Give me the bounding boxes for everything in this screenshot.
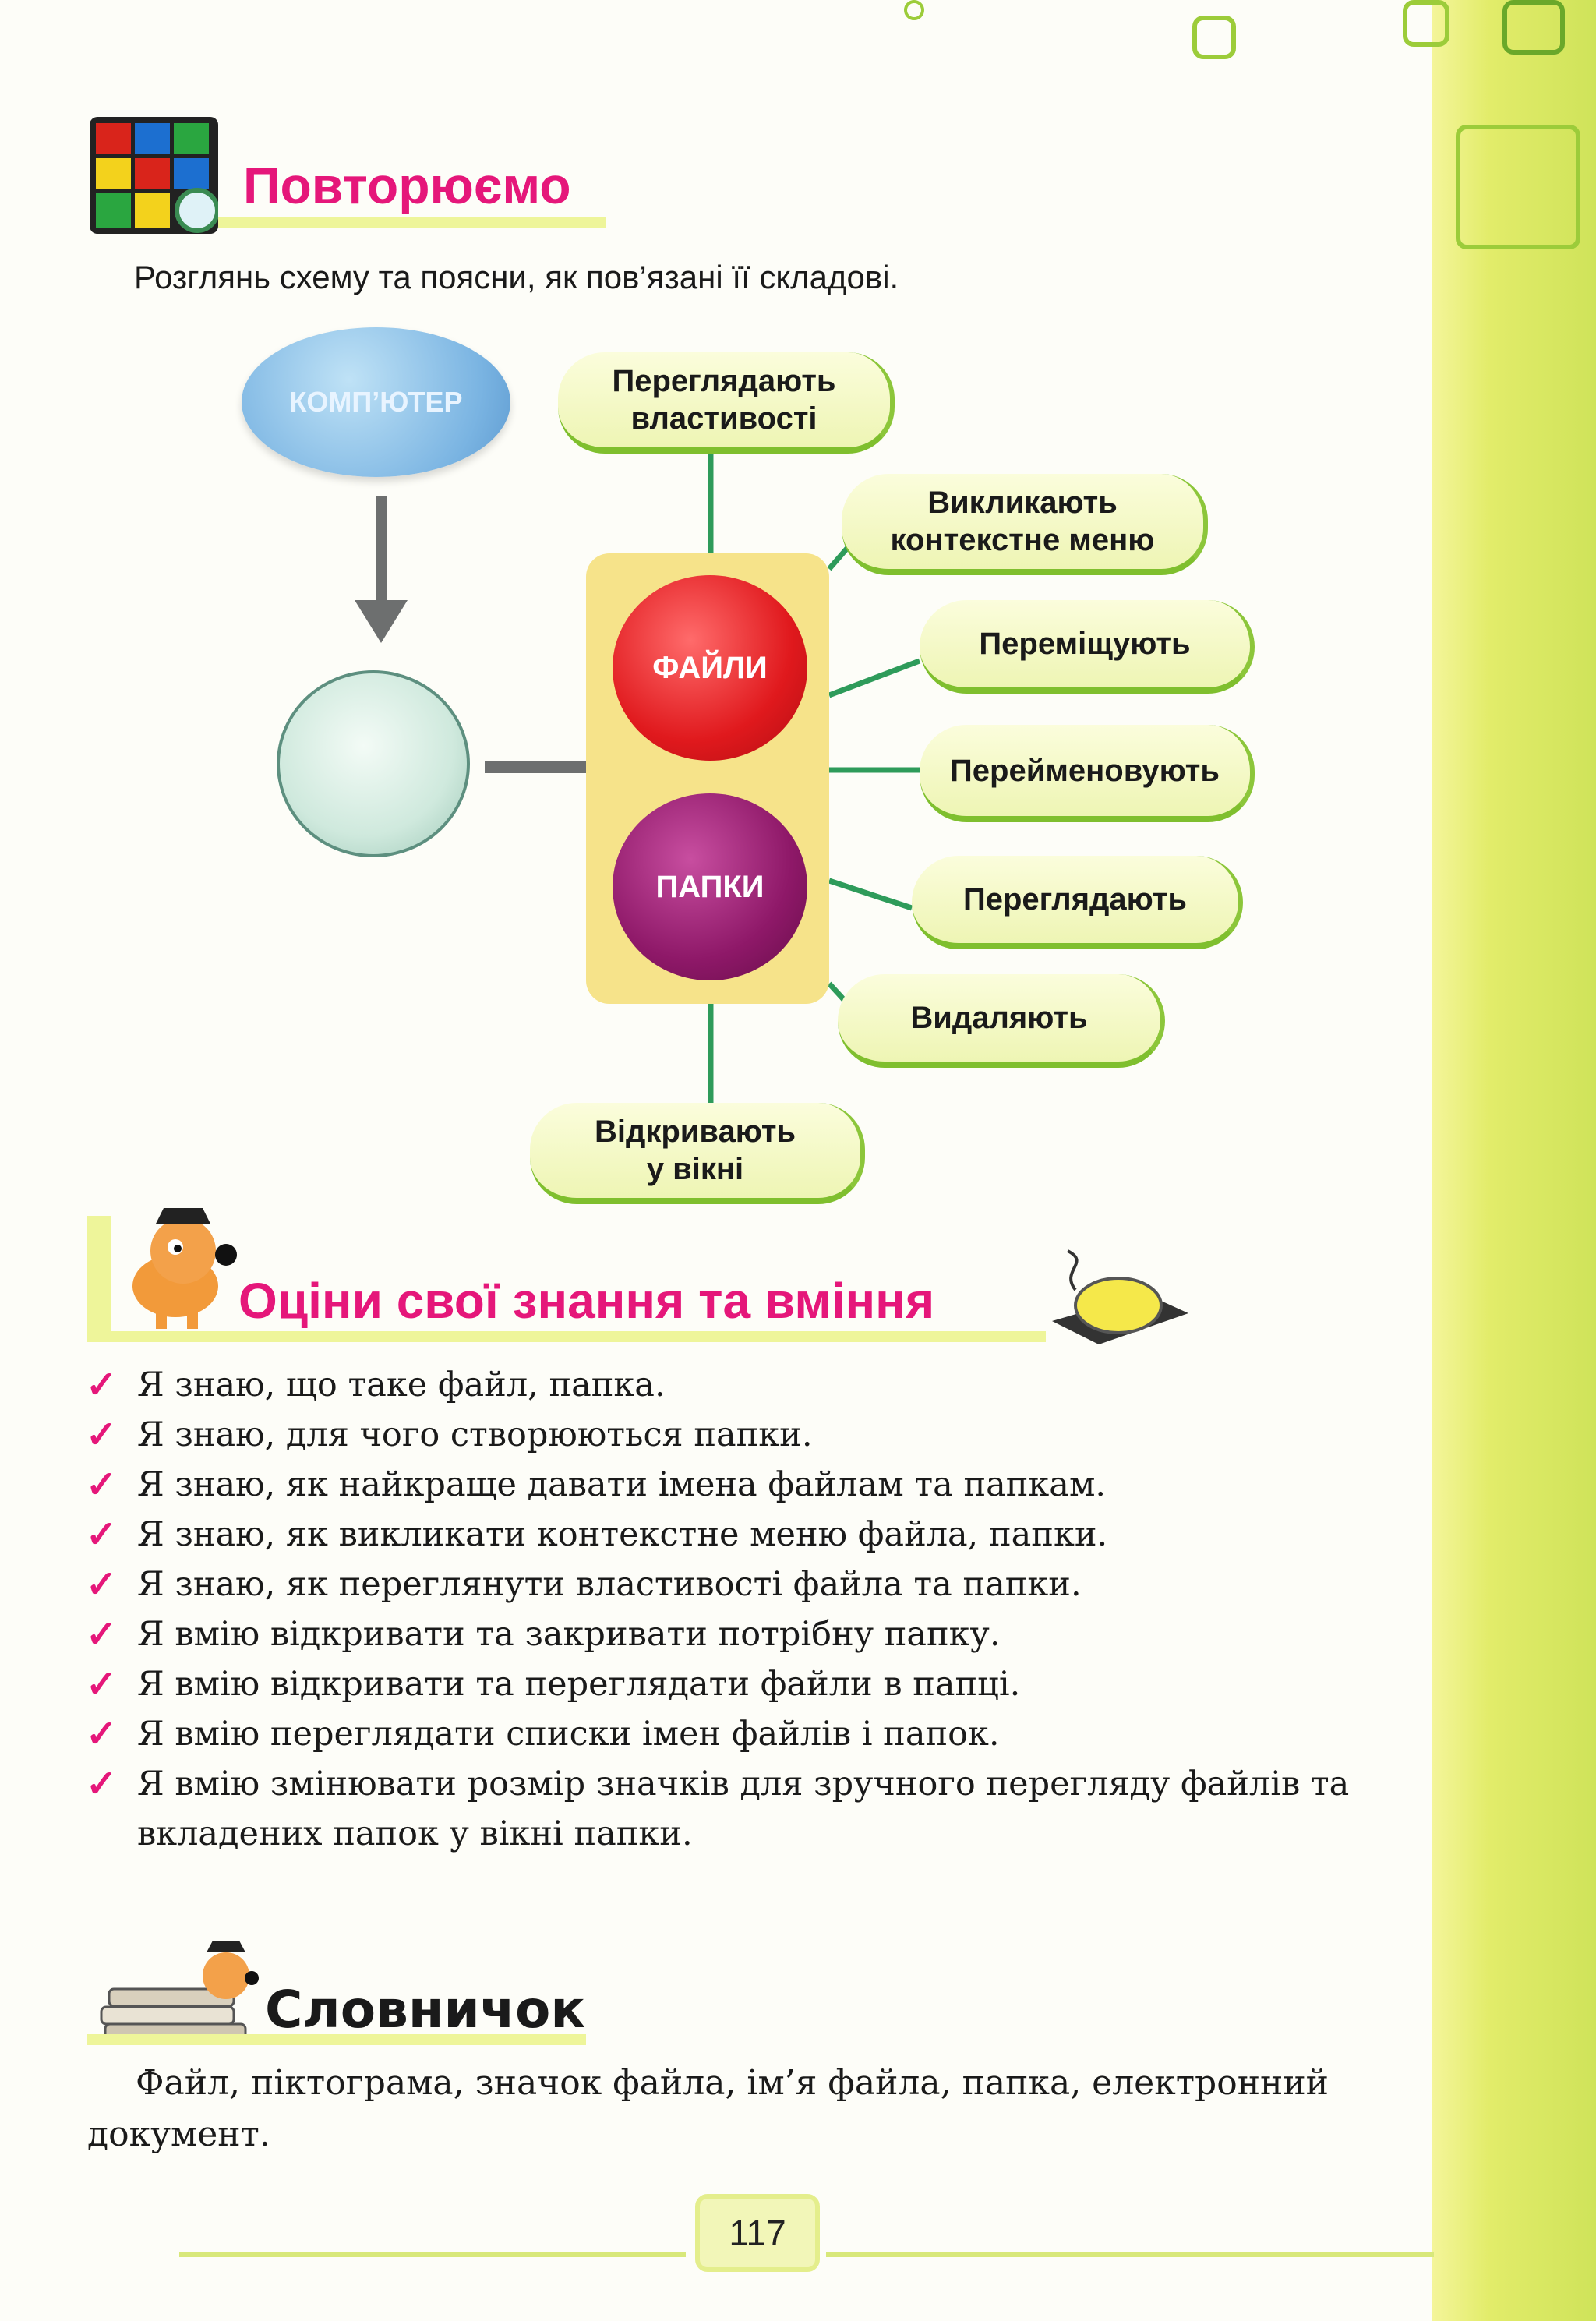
checkmark-icon: ✓: [86, 1463, 118, 1507]
checkmark-icon: ✓: [86, 1662, 118, 1706]
dog-mascot-icon: [109, 1200, 257, 1333]
checkmark-icon: ✓: [86, 1413, 118, 1457]
action-context-menu: Викликають контекстне меню: [842, 474, 1208, 575]
list-item: ✓ Я вмію переглядати списки імен файлів і папок.: [86, 1709, 1395, 1759]
list-item: ✓ Я знаю, як переглянути властивості файла та папки.: [86, 1560, 1395, 1609]
action-move: Переміщують: [920, 600, 1255, 694]
list-item: ✓ Я знаю, як найкраще давати імена файлам та папкам.: [86, 1460, 1395, 1510]
action-open: Відкривають у вікні: [530, 1103, 865, 1204]
action-rename: Перейменовують: [920, 725, 1255, 822]
computer-node: КОМП’ЮТЕР: [242, 327, 510, 477]
checkmark-icon: ✓: [86, 1363, 118, 1407]
checkmark-icon: ✓: [86, 1712, 118, 1756]
skills-checklist: [86, 1360, 1395, 1859]
disk-node: [277, 670, 470, 857]
section-title-assess: Оціни свої знання та вміння: [238, 1273, 935, 1329]
action-properties: Переглядають властивості: [558, 352, 895, 454]
books-dog-icon: [97, 1933, 265, 2042]
heading-underline: [87, 1331, 1046, 1342]
list-item: ✓ Я знаю, для чого створюються папки.: [86, 1410, 1395, 1460]
section-title-review: Повторюємо: [243, 157, 571, 214]
footer-line: [826, 2252, 1434, 2257]
action-delete: Видаляють: [838, 974, 1165, 1068]
mouse-icon: [1044, 1247, 1192, 1348]
heading-bar-top: [87, 1216, 111, 1333]
page-number: 117: [695, 2194, 820, 2272]
footer-line: [179, 2252, 686, 2257]
folders-node: ПАПКИ: [613, 793, 807, 980]
checkmark-icon: ✓: [86, 1613, 118, 1656]
section-title-glossary: Словничок: [265, 1980, 586, 2040]
intro-text: Розглянь схему та поясни, як пов’язані її складові.: [134, 259, 899, 295]
checkmark-icon: ✓: [86, 1513, 118, 1556]
action-view: Переглядають: [912, 856, 1243, 949]
list-item: ✓ Я знаю, як викликати контекстне меню файла, папки.: [86, 1510, 1395, 1560]
list-item: ✓ Я вмію змінювати розмір значків для зручного перегляду файлів та вкладених папок у вікні папки.: [86, 1759, 1395, 1859]
checkmark-icon: ✓: [86, 1762, 118, 1806]
list-item: ✓ Я вмію відкривати та переглядати файли в папці.: [86, 1659, 1395, 1709]
list-item: ✓ Я знаю, що таке файл, папка.: [86, 1360, 1395, 1410]
files-node: ФАЙЛИ: [613, 575, 807, 761]
checkmark-icon: ✓: [86, 1563, 118, 1606]
list-item: ✓ Я вмію відкривати та закривати потрібну папку.: [86, 1609, 1395, 1659]
glossary-text: Файл, піктограма, значок файла, ім’я файла, папка, електронний документ.: [87, 2063, 1329, 2154]
